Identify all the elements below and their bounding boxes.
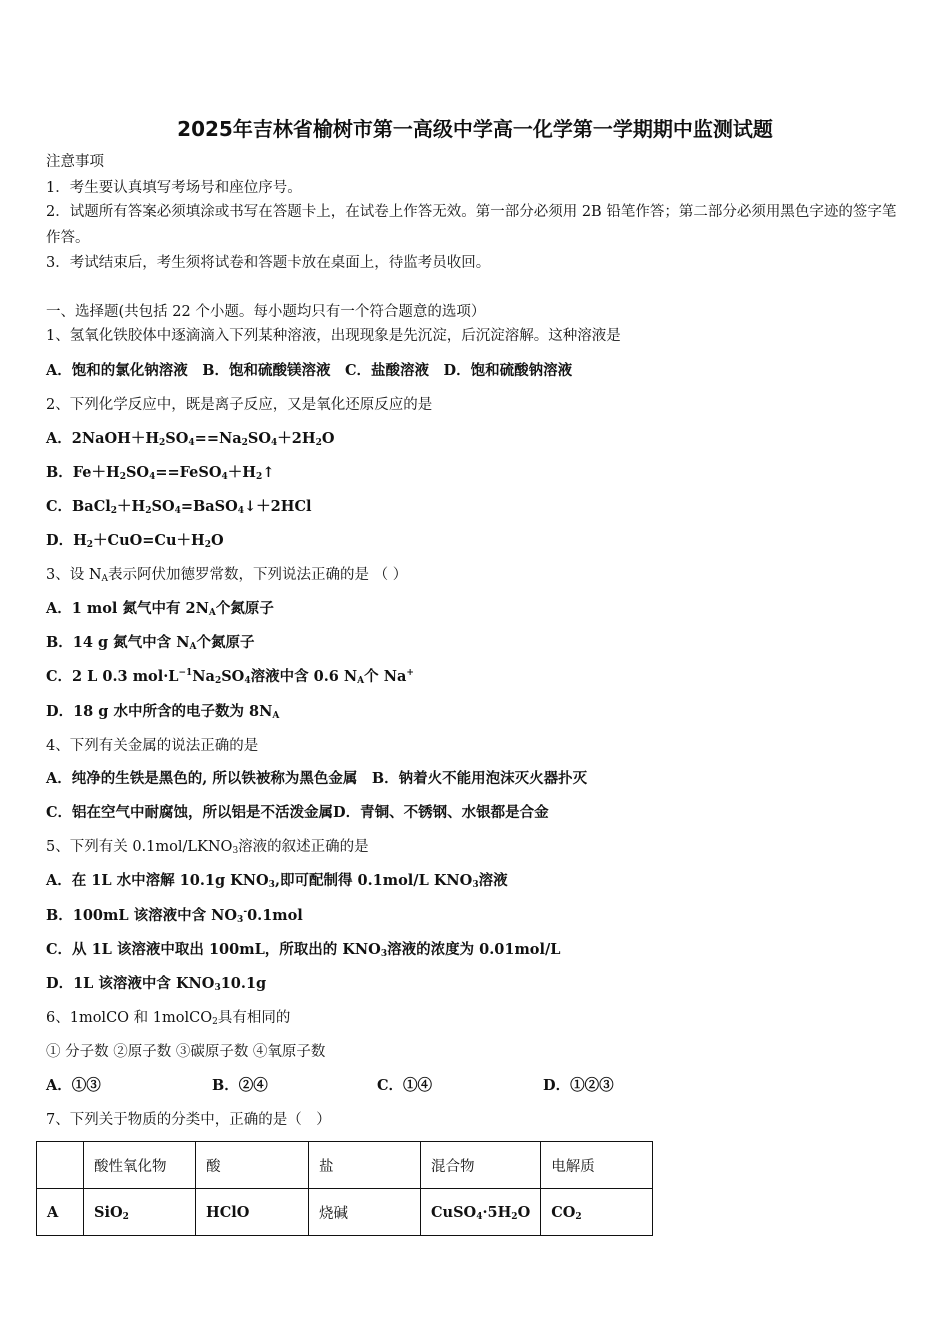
table-header-cell: 混合物 [421, 1142, 541, 1189]
question-7-stem: 7、下列关于物质的分类中，正确的是（ ） [46, 1112, 331, 1128]
question-3-option-d: D．18 g 水中所含的电子数为 $8N_A$ [46, 703, 280, 721]
question-5-option-b: B．100mL 该溶液中含 $NO_3^-0.1mol$ [46, 907, 303, 925]
question-6-option-b: B．②④ [212, 1077, 268, 1094]
question-4-options-ab: A．纯净的生铁是黑色的, 所以铁被称为黑色金属 B．钠着火不能用泡沫灭火器扑灭 [46, 770, 588, 787]
table-cell-electrolyte: $CO_2$ [541, 1189, 653, 1236]
question-2-option-a: A．$2NaOH+H_2SO_4==Na_2SO_4+2H_2O$ [46, 430, 335, 448]
notice-heading: 注意事项 [46, 154, 104, 170]
question-2-option-d: D．$H_2+CuO=Cu+H_2O$ [46, 532, 224, 550]
table-cell-acid: HClO [196, 1189, 309, 1236]
question-6-items: ① 分子数 ②原子数 ③碳原子数 ④氧原子数 [46, 1044, 326, 1060]
table-header-cell [37, 1142, 84, 1189]
notice-item-1: 1．考生要认真填写考场号和座位序号。 [46, 180, 302, 196]
table-header-cell: 酸性氧化物 [84, 1142, 196, 1189]
table-header-row [37, 1142, 653, 1189]
table-cell-oxide: SiO$_2$ [84, 1189, 196, 1236]
question-6-option-c: C．①④ [377, 1077, 433, 1094]
question-3-option-c: C．2 L 0.3 $mol\cdot L^{-1}Na_2SO_4$溶液中含 0.6 $N_A$个 Na+ [46, 668, 414, 686]
question-1-options: A．饱和的氯化钠溶液 B．饱和硫酸镁溶液 C．盐酸溶液 D．饱和硫酸钠溶液 [46, 362, 573, 379]
question-5-option-c: C．从 1L 该溶液中取出 100mL，所取出的 $KNO_3$溶液的浓度为 0.01mol/L [46, 941, 561, 959]
table-row [37, 1189, 653, 1236]
page-title: 2025年吉林省榆树市第一高级中学高一化学第一学期期中监测试题 [177, 117, 773, 141]
classification-table [36, 1141, 653, 1236]
question-6-option-a: A．①③ [46, 1077, 101, 1094]
question-6-option-d: D．①②③ [543, 1077, 614, 1094]
table-header-cell: 盐 [309, 1142, 421, 1189]
section-heading: 一、选择题(共包括 22 个小题。每小题均只有一个符合题意的选项） [46, 304, 486, 320]
table-header-cell: 电解质 [541, 1142, 653, 1189]
question-2-option-b: B．$Fe+H_2SO_4==FeSO_4+H_2↑$ [46, 464, 275, 482]
question-5-stem: 5、下列有关 $0.1mol/LKNO_3$溶液的叙述正确的是 [46, 839, 369, 856]
table-cell-mixture: $CuSO_4\cdot 5H_2O$ [421, 1189, 541, 1236]
question-2-option-c: C．$BaCl_2+H_2SO_4=BaSO_4↓+2HCl$ [46, 498, 312, 516]
notice-item-2: 2．试题所有答案必须填涂或书写在答题卡上，在试卷上作答无效。第一部分必须用 2B 铅笔作答；第二部分必须用黑色字迹的签字笔作答。 [46, 204, 897, 246]
notice-item-3: 3．考试结束后，考生须将试卷和答题卡放在桌面上，待监考员收回。 [46, 255, 491, 271]
table-cell-label: A [37, 1189, 84, 1236]
question-3-option-b: B．14 g 氮气中含 $N_A$个氮原子 [46, 634, 255, 652]
question-1-stem: 1、氢氧化铁胶体中逐滴滴入下列某种溶液，出现现象是先沉淀，后沉淀溶解。这种溶液是 [46, 328, 621, 344]
question-3-option-a: A．1 mol 氮气中有 $2N_A$个氮原子 [46, 600, 274, 618]
question-5-option-d: D．1L 该溶液中含 $KNO_310.1g$ [46, 975, 267, 993]
question-5-option-a: A．在 1L 水中溶解 10.1g $KNO_3$,即可配制得 0.1mol/L $KNO_3$溶液 [46, 872, 508, 890]
question-3-stem: 3、设 $N_A$表示阿伏加德罗常数，下列说法正确的是 （ ） [46, 567, 408, 584]
question-4-stem: 4、下列有关金属的说法正确的是 [46, 738, 259, 754]
question-2-stem: 2、下列化学反应中，既是离子反应，又是氧化还原反应的是 [46, 397, 433, 413]
question-6-stem: 6、1molCO 和 1molCO$_2$具有相同的 [46, 1010, 291, 1027]
question-4-options-cd: C．铝在空气中耐腐蚀，所以铝是不活泼金属D．青铜、不锈钢、水银都是合金 [46, 804, 549, 821]
table-cell-salt: 烧碱 [309, 1189, 421, 1236]
table-header-cell: 酸 [196, 1142, 309, 1189]
